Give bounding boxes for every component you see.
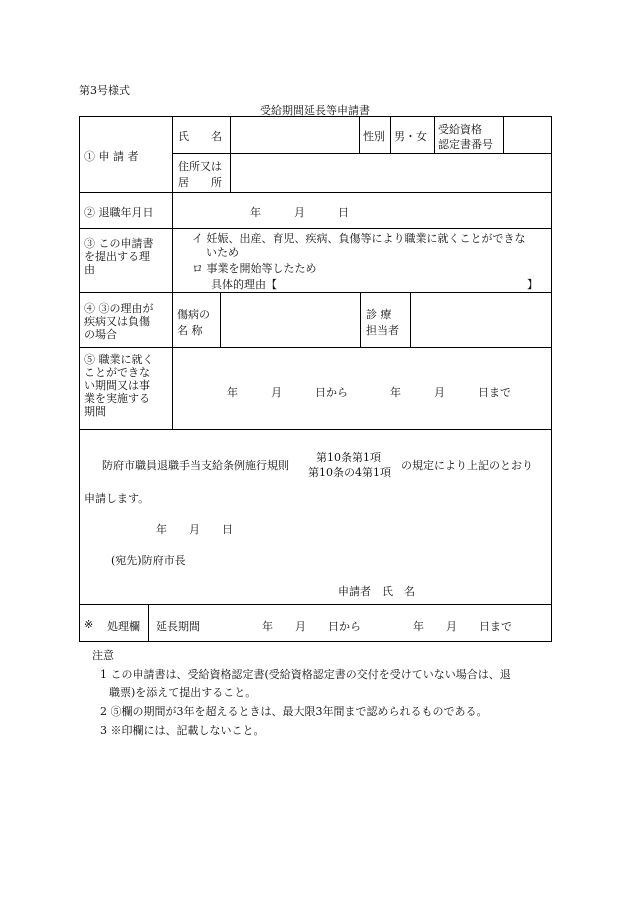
doctor-label-line1: 診 療 [366, 308, 392, 321]
illness-name-label-line1: 傷病の [177, 308, 210, 321]
vrule-cert-label [434, 117, 435, 153]
vrule-doctor-label [410, 292, 411, 347]
rule-row3 [80, 292, 552, 293]
processing-mark: ※ [84, 618, 94, 631]
reason-label: ③ この申請書 を提出する理 由 [84, 237, 154, 276]
declaration-clause-2: 第10条の4第1項 [308, 466, 391, 479]
period-from-field[interactable]: 年 月 日から [227, 386, 348, 399]
note-1-line2: 職票)を添えて提出すること。 [109, 686, 257, 699]
rule-name-address [172, 153, 552, 154]
vrule-processing [148, 604, 149, 642]
reason-option-i-line1[interactable]: イ 妊娠、出産、育児、疾病、負傷等により職業に就くことができな [192, 232, 526, 245]
vrule-retire [172, 192, 173, 228]
extension-period-label: 延長期間 [156, 620, 200, 633]
vrule-applicant [172, 117, 173, 192]
reason-option-ro[interactable]: ロ 事業を開始等したため [192, 262, 317, 275]
rule-row5 [80, 429, 552, 430]
address-label-line1: 住所又は [178, 160, 222, 173]
signature-label: 申請者 氏 名 [338, 585, 415, 598]
cert-number-label-line2: 認定書番号 [438, 138, 493, 151]
vrule-sex-label [359, 117, 360, 153]
specific-reason-close: 】 [527, 278, 538, 291]
cert-number-label-line1: 受給資格 [438, 123, 482, 136]
sex-label: 性別 [363, 130, 385, 143]
specific-reason-label: 具体的理由【 [211, 278, 277, 291]
retirement-date-field[interactable]: 年 月 日 [250, 206, 349, 219]
vrule-cert-value [503, 117, 504, 153]
declaration-date-field[interactable]: 年 月 日 [156, 523, 233, 536]
reason-option-i-line2: いため [206, 246, 239, 259]
notes-heading: 注意 [92, 649, 114, 662]
extension-to-field: 年 月 日まで [413, 620, 512, 633]
address-label-line2: 居 所 [178, 176, 222, 189]
vrule-period [172, 347, 173, 429]
name-label: 氏 名 [178, 130, 222, 143]
rule-row1 [80, 192, 552, 193]
declaration-clause-1: 第10条第1項 [316, 451, 381, 464]
form-number: 第3号様式 [79, 84, 130, 97]
processing-label: 処理欄 [107, 620, 140, 633]
extension-from-field: 年 月 日から [262, 620, 361, 633]
illness-label: ④ ③の理由が 疾病又は負傷 の場合 [84, 302, 154, 341]
illness-name-label-line2: 名 称 [177, 324, 203, 337]
doctor-label-line2: 担当者 [366, 324, 399, 337]
note-3: 3 ※印欄には、記載しないこと。 [100, 724, 265, 737]
document-title: 受給期間延長等申請書 [260, 104, 370, 117]
vrule-name-label [230, 117, 231, 192]
vrule-illness-name [220, 292, 221, 347]
note-1-line1: 1 この申請書は、受給資格認定書(受給資格認定書の交付を受けていない場合は、退 [100, 668, 511, 681]
rule-row6 [80, 604, 552, 605]
vrule-illness [172, 292, 173, 347]
period-to-field[interactable]: 年 月 日まで [390, 386, 511, 399]
addressee: (宛先)防府市長 [111, 554, 186, 567]
application-form-table [79, 116, 552, 642]
rule-row2 [80, 228, 552, 229]
vrule-reason [172, 228, 173, 292]
period-label: ⑤ 職業に就く ことができな い期間又は事 業を実施する 期間 [84, 353, 154, 418]
retirement-date-label: ② 退職年月日 [84, 206, 154, 219]
rule-row4 [80, 347, 552, 348]
vrule-sex-value [390, 117, 391, 153]
vrule-doctor [360, 292, 361, 347]
note-2: 2 ⑤欄の期間が3年を超えるときは、最大限3年間まで認められるものである。 [100, 705, 488, 718]
declaration-suffix: の規定により上記のとおり [401, 459, 533, 472]
declaration-line2: 申請します。 [84, 492, 150, 505]
sex-value[interactable]: 男・女 [394, 130, 427, 143]
declaration-rule-name: 防府市職員退職手当支給条例施行規則 [102, 459, 289, 472]
applicant-section-label: ① 申 請 者 [84, 150, 139, 163]
